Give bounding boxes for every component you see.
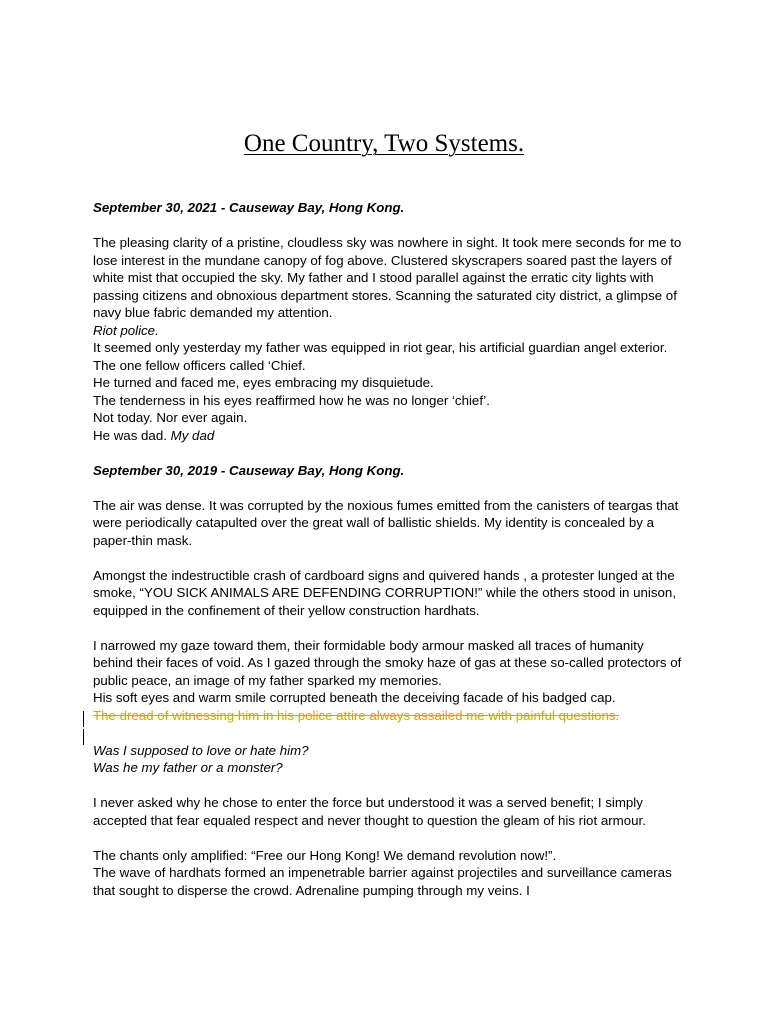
text-cursor (83, 729, 84, 745)
paragraph: The air was dense. It was corrupted by the noxious fumes emitted from the canisters of teargas that were periodically catapulted over the great wall of ballistic shields. My identity is concealed by a paper-thin mask. (93, 497, 679, 548)
question-father-or-monster: Was he my father or a monster? (93, 760, 283, 775)
paragraph: Amongst the indestructible crash of cardboard signs and quivered hands , a protester lunged at the smoke, “YOU SICK ANIMALS ARE DEFENDING CORRUPTION!” while the others stood in unison, equipped in the confinement of their yellow construction hardhats. (93, 567, 677, 618)
section-heading-2019: September 30, 2019 - Causeway Bay, Hong Kong. (93, 462, 405, 478)
paragraph: The tenderness in his eyes reaffirmed how he was no longer ‘chief’. (93, 392, 490, 408)
document-title-text: One Country, Two Systems. (243, 130, 525, 157)
document-title (0, 128, 768, 160)
paragraph: The pleasing clarity of a pristine, cloudless sky was nowhere in sight. It took mere seconds for me to lose interest in the mundane canopy of fog above. Clustered skyscrapers soared past the layers of white mist that occupied the sky. My father and I stood parallel against the erratic city lights with passing citizens and obnoxious department stores. Scanning the saturated city district, a glimpse of navy blue fabric demanded my attention. (93, 235, 682, 320)
paragraph-he-was-dad (93, 427, 683, 445)
paragraph: It seemed only yesterday my father was equipped in riot gear, his artificial guardian angel exterior. The one fellow officers called ‘Chief. (93, 340, 668, 373)
paragraph-riot-police: Riot police. (93, 322, 159, 338)
section-heading-2021: September 30, 2021 - Causeway Bay, Hong Kong. (93, 200, 405, 215)
paragraph: Not today. Nor ever again. (93, 410, 248, 425)
question-love-or-hate: Was I supposed to love or hate him? (93, 742, 309, 758)
revision-bar (83, 711, 84, 727)
struck-through-line: The dread of witnessing him in his police attire always assailed me with painful questions. (93, 707, 620, 723)
paragraph: I narrowed my gaze toward them, their formidable body armour masked all traces of humanity behind their faces of void. As I gazed through the smoky haze of gas at these so-called protectors of public peace, an image of my father sparked my memories. (93, 637, 682, 688)
paragraph: The chants only amplified: “Free our Hong Kong! We demand revolution now!”. (93, 847, 557, 863)
document-body (93, 199, 683, 899)
paragraph: He turned and faced me, eyes embracing my disquietude. (93, 375, 434, 390)
he-was-dad-text: He was dad. (93, 427, 167, 443)
paragraph: His soft eyes and warm smile corrupted beneath the deceiving facade of his badged cap. (93, 690, 616, 705)
my-dad-text: My dad (170, 427, 215, 443)
paragraph: I never asked why he chose to enter the force but understood it was a served benefit; I simply accepted that fear equaled respect and never thought to question the gleam of his riot armour. (93, 795, 646, 828)
paragraph: The wave of hardhats formed an impenetrable barrier against projectiles and surveillance cameras that sought to disperse the crowd. Adrenaline pumping through my veins. I (93, 865, 672, 898)
